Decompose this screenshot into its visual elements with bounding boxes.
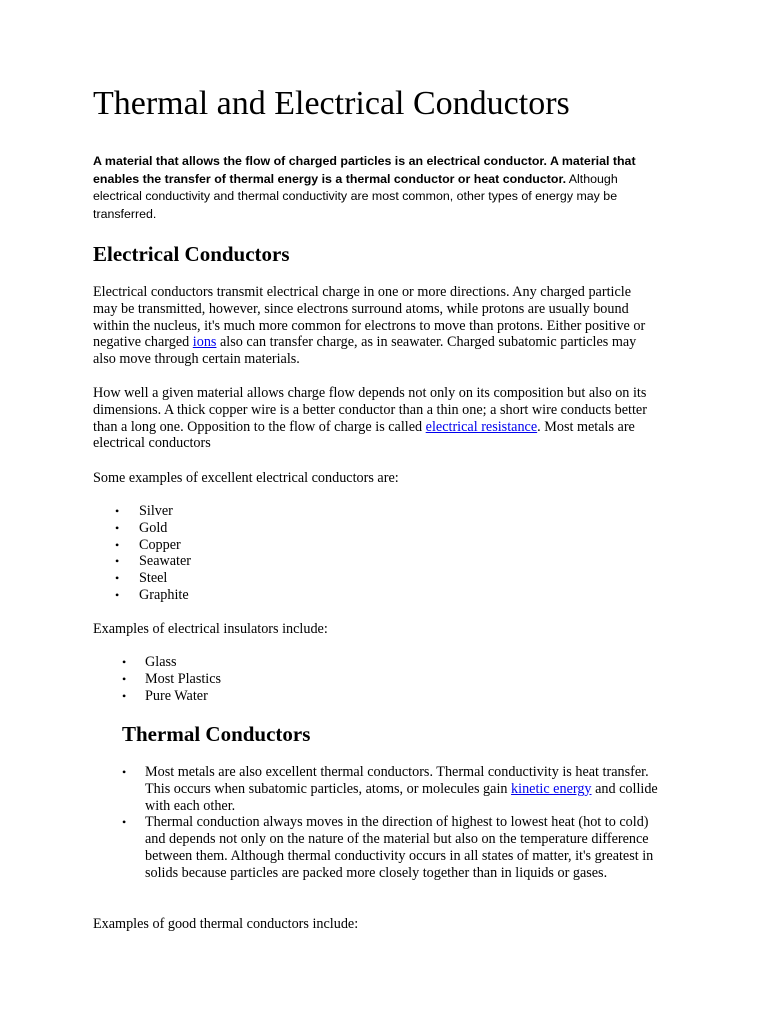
electrical-p2-text: How well a given material allows charge flow depends not only on its composition but also on its dimensions. A thick copper wire is a better conductor than a thin one; a short wire conducts better than a long one. Opposition to the flow of charge is called: [93, 385, 647, 435]
list-item-label: Most Plastics: [145, 670, 222, 687]
list-item-label: Copper: [139, 536, 181, 553]
bullet-icon: •: [115, 520, 120, 535]
list-item-label: Graphite: [139, 586, 189, 603]
bullet-icon: •: [122, 655, 127, 669]
electrical-resistance-link[interactable]: electrical resistance: [425, 418, 538, 435]
list-item: [115, 519, 191, 537]
thermal-conductors-heading: Thermal Conductors: [122, 722, 311, 746]
thermal-bullet-2-text: Thermal conduction always moves in the direction of highest to lowest heat (hot to cold) and depends not only on the nature of the material but also on the temperature difference between them. Although thermal conductivity occurs in all states of matter, it's greatest in solids because particles are packed more closely together than in liquids or gases.: [145, 814, 654, 881]
insulators-intro-text: Examples of electrical insulators include:: [93, 621, 328, 637]
bullet-icon: •: [122, 815, 127, 830]
intro-rest-text: Although electrical conductivity and thermal conductivity are most common, other types of energy may be transferred.: [93, 171, 618, 221]
intro-bold-text: A material that allows the flow of charged particles is an electrical conductor. A material that enables the transfer of thermal energy is a thermal conductor or heat conductor.: [93, 154, 636, 186]
bullet-icon: •: [115, 504, 120, 518]
list-item-label: Seawater: [139, 553, 191, 570]
list-item: [115, 536, 191, 554]
electrical-p2-text-end: . Most metals are electrical conductors: [93, 418, 635, 452]
conductors-list: [115, 503, 191, 604]
kinetic-energy-link[interactable]: kinetic energy: [511, 780, 592, 797]
bullet-icon: •: [115, 587, 120, 602]
list-item-label: Steel: [139, 570, 168, 587]
list-item: [115, 553, 191, 570]
electrical-paragraph-2: [93, 385, 666, 452]
list-item-label: Gold: [139, 519, 168, 536]
bullet-icon: •: [115, 554, 120, 569]
list-item-label: Pure Water: [145, 687, 208, 704]
bullet-icon: •: [122, 671, 127, 686]
good-thermal-conductors-intro: Examples of good thermal conductors include:: [93, 916, 359, 932]
thermal-bullet-1-text-end: and collide with each other.: [145, 780, 658, 814]
page-title: Thermal and Electrical Conductors: [93, 85, 570, 122]
electrical-paragraph-1: [93, 284, 658, 368]
electrical-p1-text-end: also can transfer charge, as in seawater. Charged subatomic particles may also move through certain materials.: [93, 334, 637, 368]
list-item: [122, 654, 221, 671]
list-item-label: Glass: [145, 654, 177, 670]
ions-link[interactable]: ions: [192, 334, 217, 351]
list-item: [122, 670, 222, 688]
electrical-p1-text: Electrical conductors transmit electrical charge in one or more directions. Any charged particle may be transmitted, however, since electrons surround atoms, while protons are usually bound within the nucleus, it's much more common for electrons to move than protons. Either positive or negative charged: [93, 284, 646, 351]
thermal-list: [122, 764, 670, 882]
conductors-intro-text: Some examples of excellent electrical conductors are:: [93, 470, 399, 486]
bullet-icon: •: [122, 765, 127, 779]
list-item: [115, 586, 191, 604]
list-item: [122, 764, 670, 814]
bullet-icon: •: [122, 688, 127, 703]
insulators-list: [122, 654, 222, 704]
intro-paragraph: [93, 153, 663, 223]
list-item: [122, 687, 221, 705]
thermal-bullet-1-text: Most metals are also excellent thermal conductors. Thermal conductivity is heat transfer. This occurs when subatomic particles, atoms, or molecules gain: [145, 764, 649, 797]
bullet-icon: •: [115, 537, 120, 552]
list-item: [122, 814, 670, 881]
electrical-conductors-heading: Electrical Conductors: [93, 242, 290, 266]
list-item-label: Silver: [139, 503, 173, 519]
list-item: [115, 503, 191, 520]
bullet-icon: •: [115, 571, 120, 586]
list-item: [115, 570, 191, 587]
